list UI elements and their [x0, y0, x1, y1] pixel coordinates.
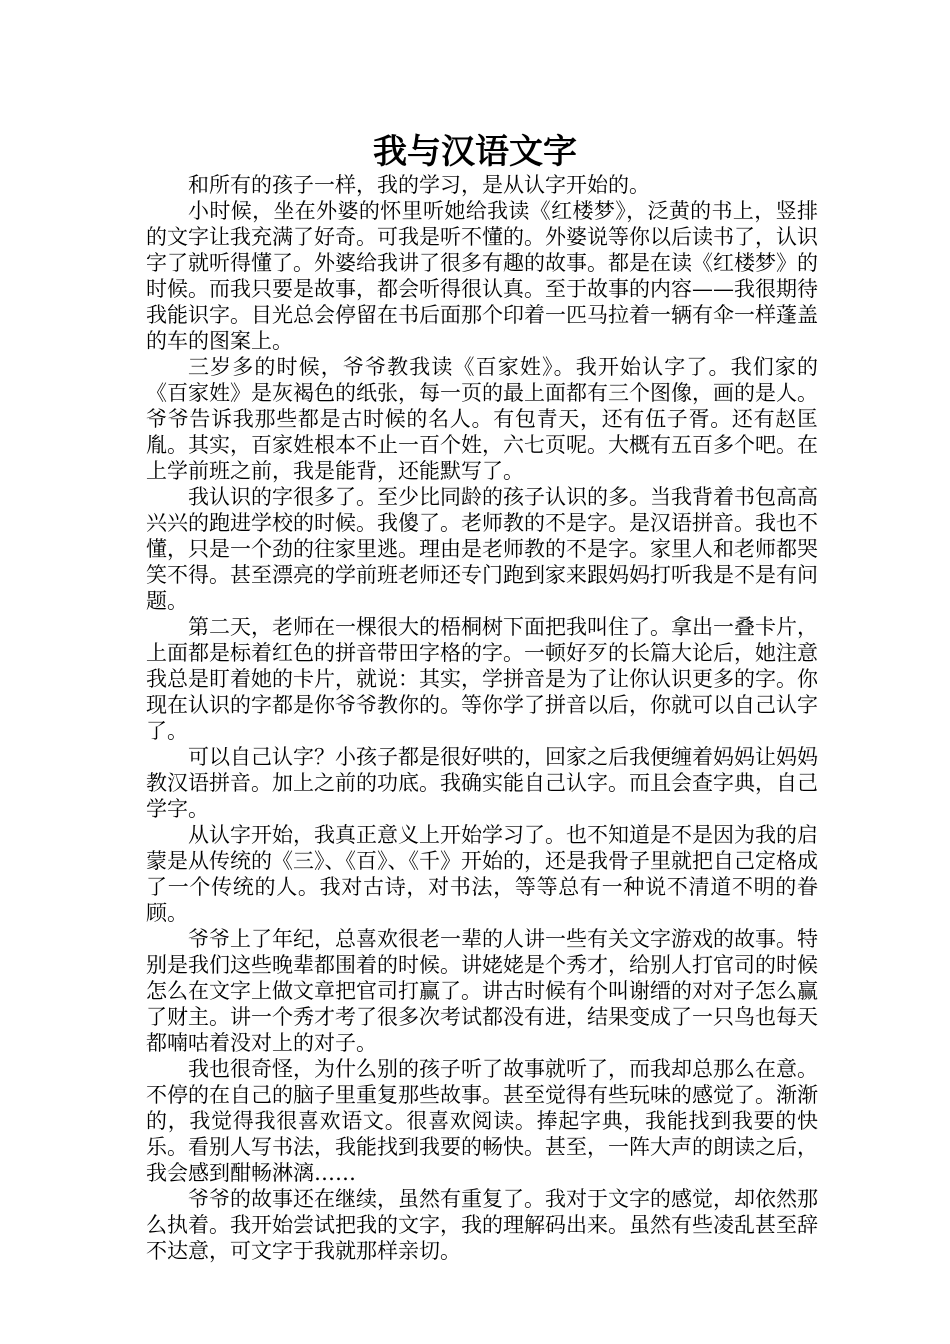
paragraph: 爷爷的故事还在继续，虽然有重复了。我对于文字的感觉，却依然那么执着。我开始尝试把我的文字，我的理解码出来。虽然有些凌乱甚至辞不达意，可文字于我就那样亲切。 [146, 1187, 818, 1263]
paragraph: 爷爷上了年纪，总喜欢很老一辈的人讲一些有关文字游戏的故事。特别是我们这些晚辈都围着的时候。讲姥姥是个秀才，给别人打官司的时候怎么在文字上做文章把官司打赢了。讲古时候有个叫谢缙的对对子怎么赢了财主。讲一个秀才考了很多次考试都没有进，结果变成了一只鸟也每天都喃咕着没对上的对子。 [146, 927, 818, 1055]
paragraph: 三岁多的时候，爷爷教我读《百家姓》。我开始认字了。我们家的《百家姓》是灰褐色的纸张，每一页的最上面都有三个图像，画的是人。爷爷告诉我那些都是古时候的名人。有包青天，还有伍子胥。还有赵匡胤。其实，百家姓根本不止一百个姓，六七页呢。大概有五百多个吧。在上学前班之前，我是能背，还能默写了。 [146, 355, 818, 483]
page-title: 我与汉语文字 [373, 132, 577, 172]
paragraph: 我也很奇怪，为什么别的孩子听了故事就听了，而我却总那么在意。不停的在自己的脑子里重复那些故事。甚至觉得有些玩味的感觉了。渐渐的，我觉得我很喜欢语文。很喜欢阅读。捧起字典，我能找到我要的快乐。看别人写书法，我能找到我要的畅快。甚至，一阵大声的朗读之后，我会感到酣畅淋漓…… [146, 1057, 818, 1185]
paragraph: 可以自己认字？小孩子都是很好哄的，回家之后我便缠着妈妈让妈妈教汉语拼音。加上之前的功底。我确实能自己认字。而且会查字典，自己学字。 [146, 745, 818, 821]
paragraph: 小时候，坐在外婆的怀里听她给我读《红楼梦》，泛黄的书上，竖排的文字让我充满了好奇。可我是听不懂的。外婆说等你以后读书了，认识字了就听得懂了。外婆给我讲了很多有趣的故事。都是在读《红楼梦》的时候。而我只要是故事，都会听得很认真。至于故事的内容——我很期待我能识字。目光总会停留在书后面那个印着一匹马拉着一辆有伞一样蓬盖的车的图案上。 [146, 199, 818, 353]
paragraph: 第二天，老师在一棵很大的梧桐树下面把我叫住了。拿出一叠卡片，上面都是标着红色的拼音带田字格的字。一顿好歹的长篇大论后，她注意我总是盯着她的卡片，就说：其实，学拼音是为了让你认识更多的字。你现在认识的字都是你爷爷教你的。等你学了拼音以后，你就可以自己认字了。 [146, 615, 818, 743]
paragraph: 和所有的孩子一样，我的学习，是从认字开始的。 [188, 173, 650, 197]
article-body [146, 172, 818, 1264]
paragraph: 我认识的字很多了。至少比同龄的孩子认识的多。当我背着书包高高兴兴的跑进学校的时候。我傻了。老师教的不是字。是汉语拼音。我也不懂，只是一个劲的往家里逃。理由是老师教的不是字。家里人和老师都哭笑不得。甚至漂亮的学前班老师还专门跑到家来跟妈妈打听我是不是有问题。 [146, 485, 818, 613]
paragraph: 从认字开始，我真正意义上开始学习了。也不知道是不是因为我的启蒙是从传统的《三》、《百》、《千》开始的，还是我骨子里就把自己定格成了一个传统的人。我对古诗，对书法，等等总有一种说不清道不明的眷顾。 [146, 823, 818, 925]
